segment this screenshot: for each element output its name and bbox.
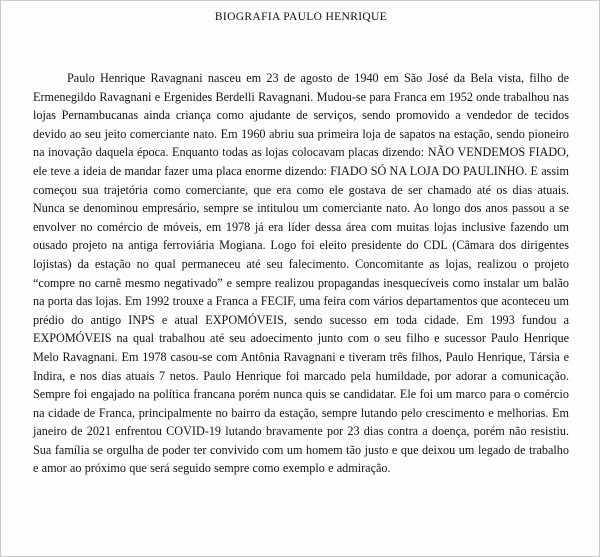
biography-body-text: Paulo Henrique Ravagnani nasceu em 23 de agosto de 1940 em São José da Bela vista, filho de Ermenegildo Ravagnani e Ergenides Berdelli Ravagnani. Mudou-se para Franca em 1952 onde trabalhou nas lojas Pernambucanas ainda criança como ajudante de serviços, sendo promovido a vendedor de tecidos devido ao seu jeito comerciante nato. Em 1960 abriu sua primeira loja de sapatos na estação, sendo pioneiro na inovação daquela época. Enquanto todas as lojas colocavam placas dizendo: NÃO VENDEMOS FIADO, ele teve a ideia de mandar fazer uma placa enorme dizendo: FIADO SÓ NA LOJA DO PAULINHO. E assim começou sua trajetória como comerciante, que era como ele gostava de ser chamado até os dias atuais. Nunca se denominou empresário, sempre se intitulou um comerciante nato. Ao longo dos anos passou a se envolver no comércio de móveis, em 1978 já era líder dessa área com muitas lojas inclusive fazendo um ousado projeto na antiga ferroviária Mogiana. Logo foi eleito presidente do CDL (Câmara dos dirigentes lojistas) da estação no qual permaneceu até seu falecimento. Concomitante as lojas, realizou o projeto “compre no carnê mesmo negativado” e sempre realizou propagandas inesquecíveis como instalar um balão na porta das lojas. Em 1992 trouxe a Franca a FECIF, uma feira com vários departamentos que aconteceu um prédio do antigo INPS e atual EXPOMÓVEIS, sendo sucesso em toda cidade. Em 1993 fundou a EXPOMÓVEIS na qual trabalhou até seu adoecimento junto com o seu filho e sucessor Paulo Henrique Melo Ravagnani. Em 1978 casou-se com Antônia Ravagnani e tiveram três filhos, Paulo Henrique, Társia e Indira, e nos dias atuais 7 netos. Paulo Henrique foi marcado pela humildade, por adorar a comunicação. Sempre foi engajado na política francana porém nunca quis se candidatar. Ele foi um marco para o comércio na cidade de Franca, principalmente no bairro da estação, sempre lutando pelo crescimento e melhorias. Em janeiro de 2021 enfrentou COVID-19 lutando bravamente por 23 dias contra a doença, porém não resistiu. Sua família se orgulha de poder ter convivido com um homem tão justo e que deixou um legado de trabalho e amor ao próximo que será seguido sempre como exemplo e admiração. [33, 71, 569, 476]
page-title: BIOGRAFIA PAULO HENRIQUE [214, 11, 388, 23]
